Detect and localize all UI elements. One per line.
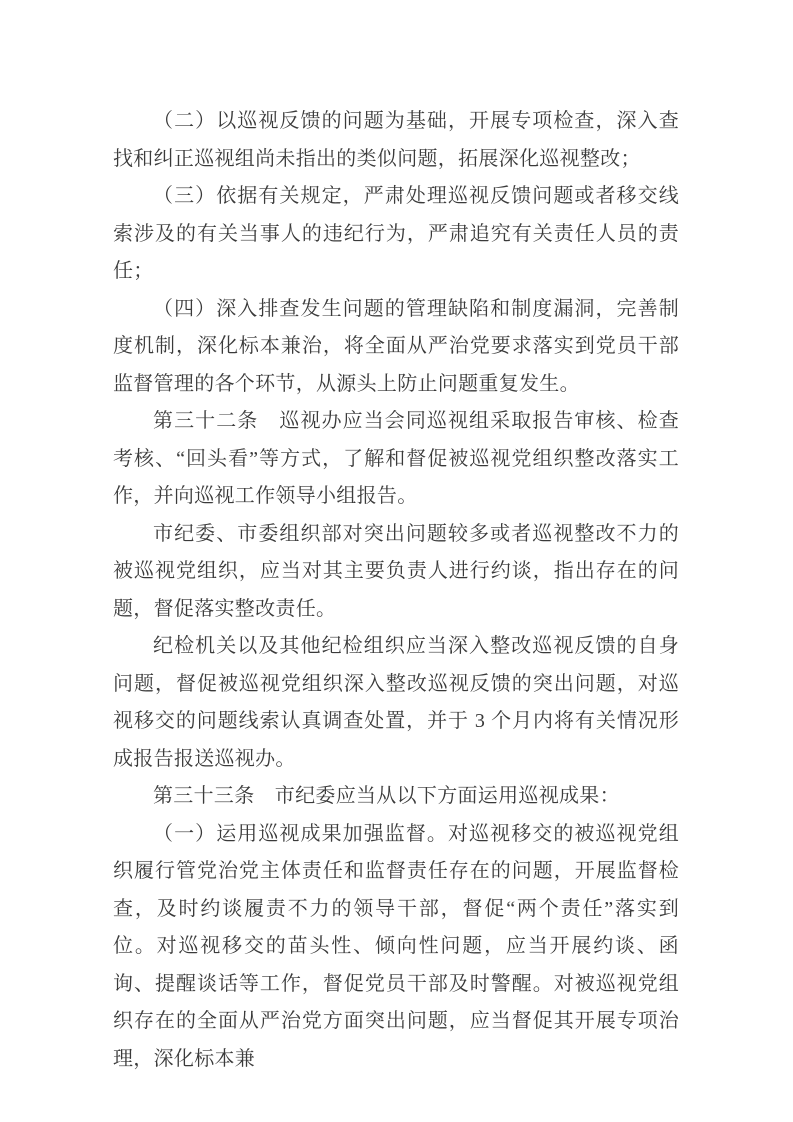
paragraph-item-1: （一）运用巡视成果加强监督。对巡视移交的被巡视党组织履行管党治党主体责任和监督责任存在的问题，开展监督检查，及时约谈履责不力的领导干部，督促“两个责任”落实到位。对巡视移交的苗头性、倾向性问题，应当开展约谈、函询、提醒谈话等工作，督促党员干部及时警醒。对被巡视党组织存在的全面从严治党方面突出问题，应当督促其开展专项治理，深化标本兼 [113,822,679,1070]
document-text-block [113,103,679,1078]
paragraph-item-2: （二）以巡视反馈的问题为基础，开展专项检查，深入查找和纠正巡视组尚未指出的类似问题，拓展深化巡视整改； [113,110,679,170]
paragraph-item-4: （四）深入排查发生问题的管理缺陷和制度漏洞，完善制度机制，深化标本兼治，将全面从严治党要求落实到党员干部监督管理的各个环节，从源头上防止问题重复发生。 [113,297,679,395]
paragraph-item-3: （三）依据有关规定，严肃处理巡视反馈问题或者移交线索涉及的有关当事人的违纪行为，严肃追究有关责任人员的责任； [113,185,679,282]
paragraph-discipline-organs: 纪检机关以及其他纪检组织应当深入整改巡视反馈的自身问题，督促被巡视党组织深入整改巡视反馈的突出问题，对巡视移交的问题线索认真调查处置，并于 3 个月内将有关情况形成报告报送巡视办。 [113,635,679,770]
paragraph-city-committee: 市纪委、市委组织部对突出问题较多或者巡视整改不力的被巡视党组织，应当对其主要负责人进行约谈，指出存在的问题，督促落实整改责任。 [113,522,679,620]
paragraph-article-33: 第三十三条 市纪委应当从以下方面运用巡视成果： [153,785,620,807]
paragraph-article-32: 第三十二条 巡视办应当会同巡视组采取报告审核、检查考核、“回头看”等方式，了解和督促被巡视党组织整改落实工作，并向巡视工作领导小组报告。 [113,410,679,507]
